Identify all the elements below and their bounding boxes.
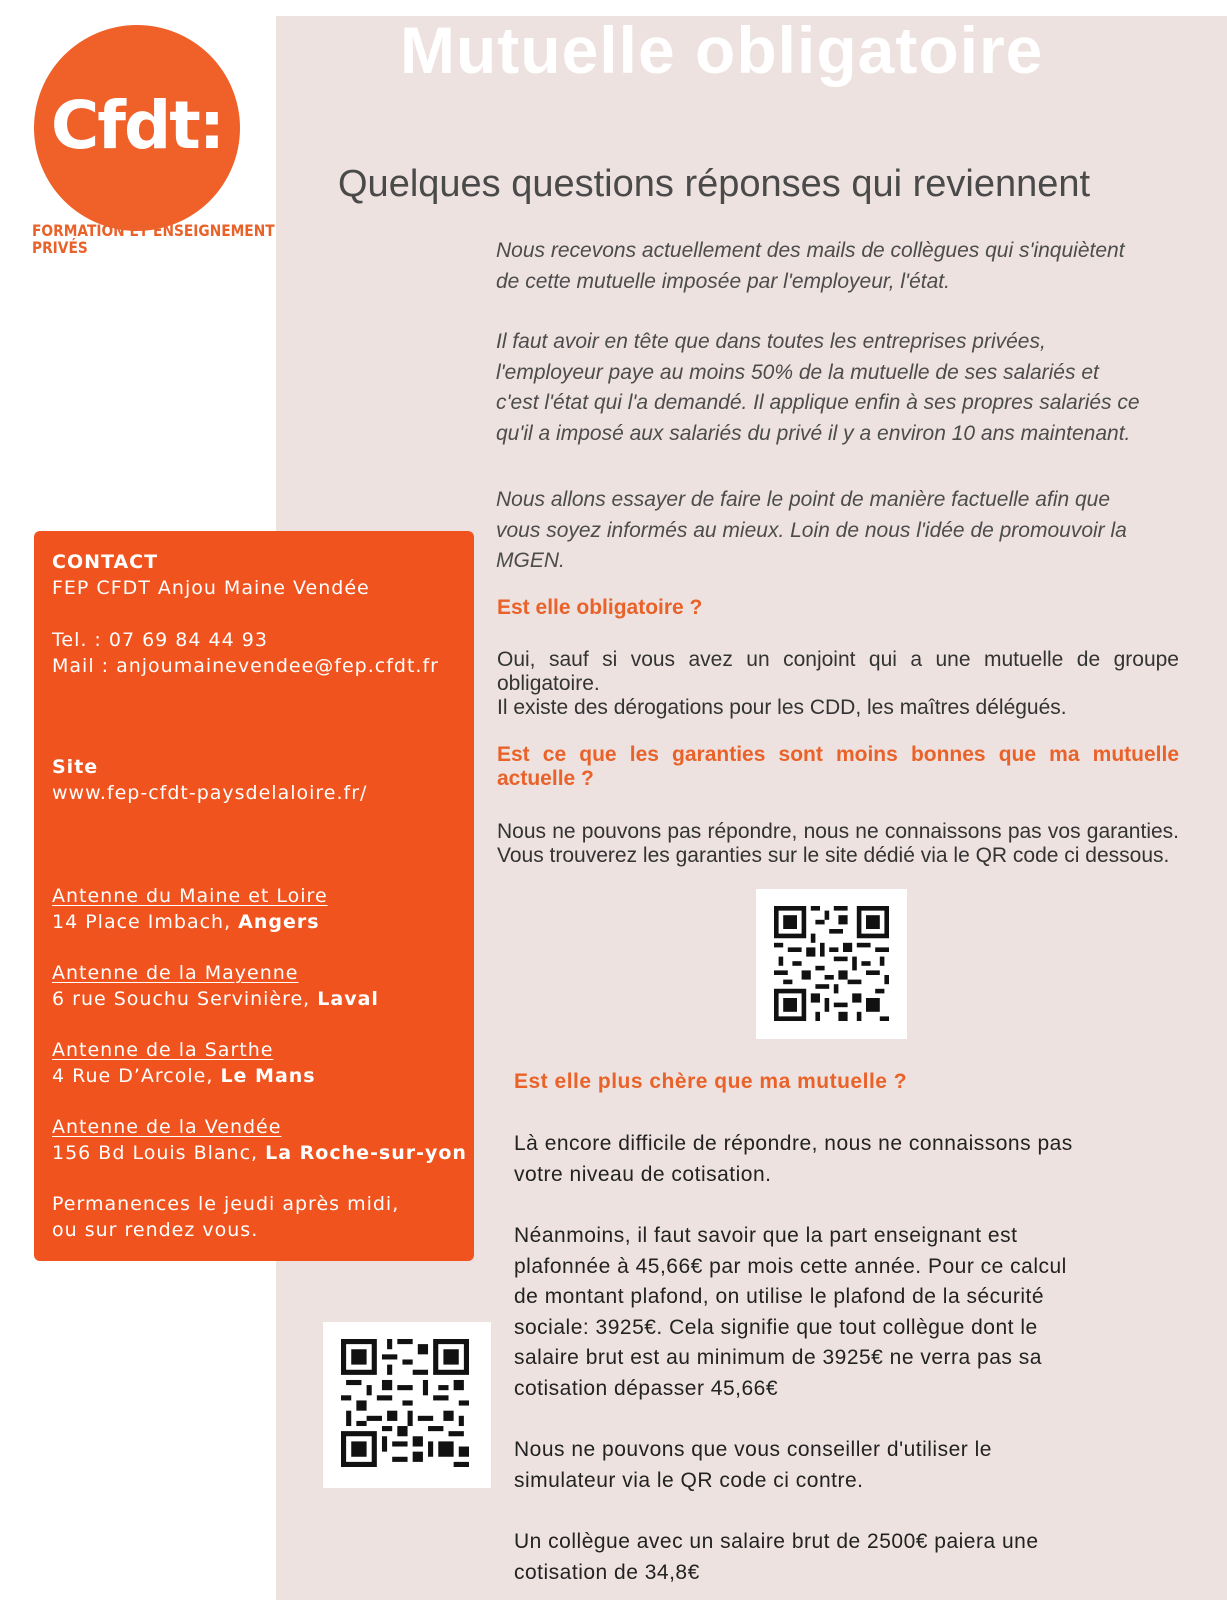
antenne-1-name[interactable]: Antenne du Maine et Loire	[52, 885, 328, 907]
question-3-paragraph-1: Là encore difficile de répondre, nous ne connaissons pas votre niveau de cotisation.	[514, 1132, 1073, 1186]
permanence-line-1: Permanences le jeudi après midi,	[52, 1193, 400, 1215]
antenne-2-address: 6 rue Souchu Servinière, Laval	[52, 988, 379, 1010]
cfdt-logo	[34, 25, 240, 231]
question-1-title: Est elle obligatoire ?	[497, 596, 703, 619]
page-subtitle: Quelques questions réponses qui reviennent	[338, 163, 1091, 205]
antenne-4-address: 156 Bd Louis Blanc, La Roche-sur-yon	[52, 1142, 467, 1164]
qr-code-simulator[interactable]	[323, 1322, 491, 1488]
site-url[interactable]: www.fep-cfdt-paysdelaloire.fr/	[52, 782, 368, 804]
question-3-title: Est elle plus chère que ma mutuelle ?	[514, 1070, 908, 1093]
question-3-paragraph-4: Un collègue avec un salaire brut de 2500€ paiera une cotisation de 34,8€	[514, 1530, 1039, 1584]
qr-code-guarantees[interactable]	[756, 889, 907, 1039]
antenne-2-name[interactable]: Antenne de la Mayenne	[52, 962, 299, 984]
qr-code-guarantees-pattern	[774, 906, 889, 1021]
antenne-3-address: 4 Rue D’Arcole, Le Mans	[52, 1065, 316, 1087]
logo-text: Cfdt:	[50, 86, 224, 164]
contact-tel[interactable]: Tel. : 07 69 84 44 93	[52, 629, 268, 651]
question-1-answer: Oui, sauf si vous avez un conjoint qui a une mutuelle de groupe obligatoire. Il existe des dérogations pour les CDD, les maîtres délégués.	[497, 648, 1179, 719]
question-2-answer: Nous ne pouvons pas répondre, nous ne connaissons pas vos garanties. Vous trouverez les garanties sur le site dédié via le QR code ci dessous.	[497, 820, 1179, 867]
page-title: Mutuelle obligatoire	[400, 13, 1044, 87]
question-3-paragraph-2: Néanmoins, il faut savoir que la part enseignant est plafonnée à 45,66€ par mois cette année. Pour ce calcul de montant plafond, on utilise le plafond de la sécurité sociale: 3925€. Cela signifie que tout collègue dont le salaire brut est au minimum de 3925€ ne verra pas sa cotisation dépasser 45,66€	[514, 1224, 1067, 1400]
intro-paragraph-3: Nous allons essayer de faire le point de manière factuelle afin que vous soyez informés au mieux. Loin de nous l'idée de promouvoir la MGEN.	[496, 488, 1127, 572]
antenne-4-name[interactable]: Antenne de la Vendée	[52, 1116, 282, 1138]
contact-box	[34, 531, 474, 1261]
intro-paragraph-1: Nous recevons actuellement des mails de collègues qui s'inquiètent de cette mutuelle imposée par l'employeur, l'état.	[496, 239, 1125, 293]
antenne-1-address: 14 Place Imbach, Angers	[52, 911, 320, 933]
question-2-title: Est ce que les garanties sont moins bonnes que ma mutuelle actuelle ?	[497, 743, 1179, 790]
contact-org: FEP CFDT Anjou Maine Vendée	[52, 577, 370, 599]
contact-heading: CONTACT	[52, 551, 159, 573]
question-3-paragraph-3: Nous ne pouvons que vous conseiller d'utiliser le simulateur via le QR code ci contre.	[514, 1438, 992, 1492]
site-heading: Site	[52, 756, 99, 778]
qr-code-simulator-pattern	[341, 1339, 469, 1467]
contact-mail[interactable]: Mail : anjoumainevendee@fep.cfdt.fr	[52, 655, 439, 677]
org-name: FORMATION ET ENSEIGNEMENT PRIVÉS	[32, 221, 275, 257]
antenne-3-name[interactable]: Antenne de la Sarthe	[52, 1039, 274, 1061]
permanence-line-2: ou sur rendez vous.	[52, 1219, 259, 1241]
intro-paragraph-2: Il faut avoir en tête que dans toutes les entreprises privées, l'employeur paye au moins 50% de la mutuelle de ses salariés et c'est l'état qui l'a demandé. Il applique enfin à ses propres salariés ce qu'il a imposé aux salariés du privé il y a environ 10 ans maintenant.	[496, 330, 1140, 445]
